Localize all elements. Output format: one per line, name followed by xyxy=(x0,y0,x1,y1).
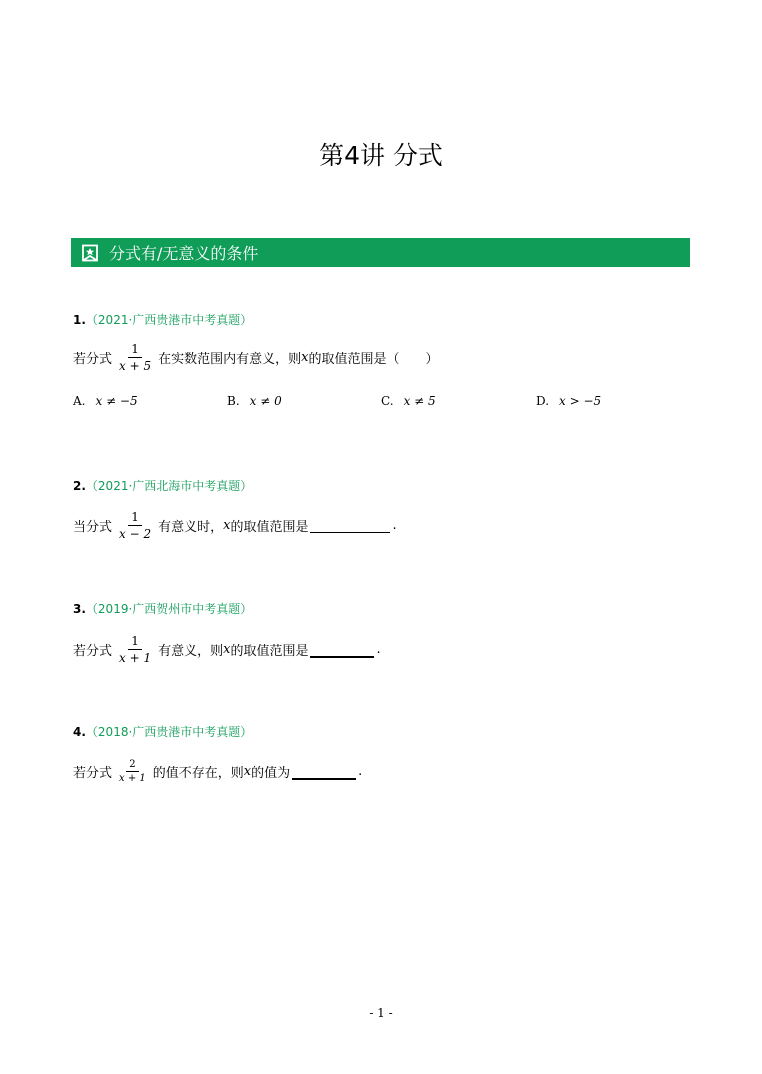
option-a xyxy=(73,394,138,408)
option-c xyxy=(381,394,436,408)
option-label: D. xyxy=(536,394,550,408)
fraction-numerator: 1 xyxy=(128,633,142,650)
option-text: x ≠ −5 xyxy=(95,394,138,408)
question-number: 2. xyxy=(73,479,86,493)
question-source: （2021·广西贵港市中考真题） xyxy=(85,313,253,327)
section-header xyxy=(71,238,690,267)
question-text-end: . xyxy=(376,642,381,657)
question-text-post: 的取值范围是（ ） xyxy=(308,352,439,367)
question-text-mid: 有意义，则 xyxy=(158,644,224,659)
fraction-numerator: 1 xyxy=(128,341,142,358)
question-3-header xyxy=(73,600,252,617)
question-text-post: 的值为 xyxy=(251,766,291,781)
page-title: 第4讲 分式 xyxy=(319,141,443,170)
option-label: A. xyxy=(73,394,86,408)
fraction-denominator: x − 2 xyxy=(119,527,152,541)
fraction-denominator: x + 1 xyxy=(119,651,152,665)
option-text: x ≠ 0 xyxy=(249,394,282,408)
question-4-text xyxy=(73,758,362,785)
question-source: （2019·广西贺州市中考真题） xyxy=(85,602,253,616)
variable: x xyxy=(301,350,309,365)
question-text-post: 的取值范围是 xyxy=(230,644,309,659)
page-number: - 1 - xyxy=(369,1006,393,1020)
question-text-mid: 的值不存在，则 xyxy=(152,766,244,781)
fraction xyxy=(116,633,154,666)
fraction-numerator: 1 xyxy=(128,509,142,526)
option-text: x > −5 xyxy=(559,394,602,408)
fraction xyxy=(116,341,154,374)
answer-blank[interactable] xyxy=(310,518,390,533)
variable: x xyxy=(223,518,231,533)
question-source: （2021·广西北海市中考真题） xyxy=(85,479,253,493)
fraction xyxy=(116,509,154,542)
variable: x xyxy=(243,764,252,779)
question-2-header xyxy=(73,477,252,494)
question-text-end: . xyxy=(358,764,363,779)
option-text: x ≠ 5 xyxy=(403,394,436,408)
fraction-numerator: 2 xyxy=(126,758,138,772)
option-d xyxy=(536,394,601,408)
question-1-text xyxy=(73,341,438,374)
question-text-mid: 在实数范围内有意义，则 xyxy=(158,352,302,367)
fraction xyxy=(116,758,149,785)
question-text-post: 的取值范围是 xyxy=(230,520,309,535)
question-3-text xyxy=(73,633,381,666)
option-label: C. xyxy=(381,394,394,408)
question-text-pre: 若分式 xyxy=(73,644,113,659)
fraction-denominator: x + 1 xyxy=(119,773,146,784)
option-label: B. xyxy=(227,394,240,408)
bookmark-star-icon xyxy=(81,244,99,262)
section-title: 分式有/无意义的条件 xyxy=(109,244,259,263)
question-2-text xyxy=(73,509,397,542)
question-text-end: . xyxy=(392,518,397,533)
question-text-pre: 当分式 xyxy=(73,520,113,535)
answer-blank[interactable] xyxy=(292,764,356,780)
question-number: 1. xyxy=(73,313,86,327)
option-b xyxy=(227,394,282,408)
variable: x xyxy=(223,642,231,657)
question-text-mid: 有意义时， xyxy=(158,520,224,535)
question-source: （2018·广西贵港市中考真题） xyxy=(85,725,253,739)
question-4-header xyxy=(73,723,252,740)
question-1-header xyxy=(73,311,252,328)
question-number: 3. xyxy=(73,602,86,616)
fraction-denominator: x + 5 xyxy=(119,359,152,373)
question-number: 4. xyxy=(73,725,86,739)
answer-blank[interactable] xyxy=(310,642,374,658)
question-text-pre: 若分式 xyxy=(73,766,113,781)
question-text-pre: 若分式 xyxy=(73,352,113,367)
